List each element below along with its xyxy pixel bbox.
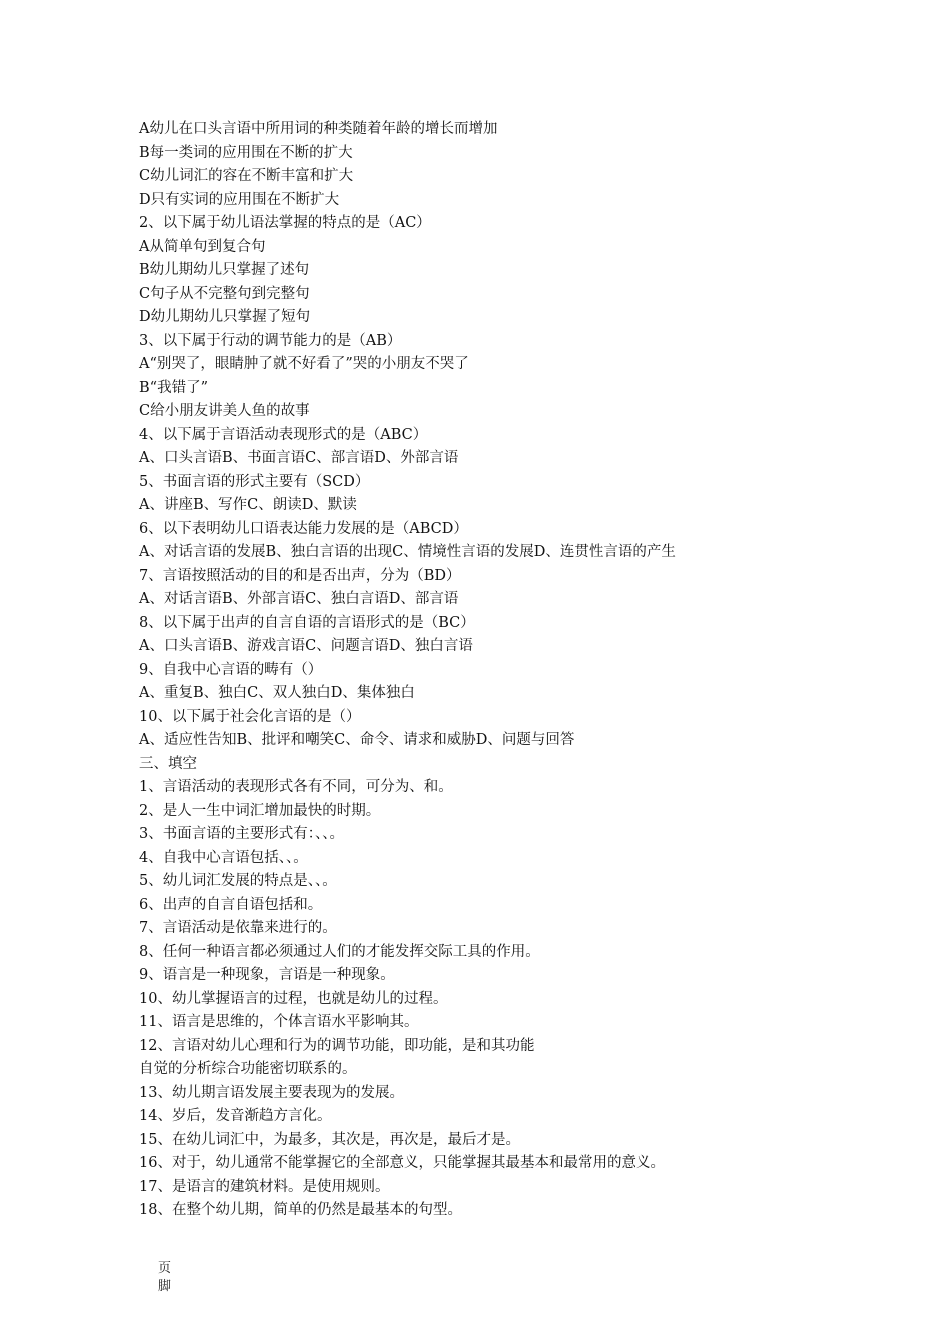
text-line: A、口头言语B、书面言语C、部言语D、外部言语 [139, 450, 459, 466]
text-line: A、对话言语的发展B、独白言语的出现C、情境性言语的发展D、连贯性言语的产生 [139, 544, 676, 560]
text-line: 7、言语活动是依靠来进行的。 [139, 920, 337, 936]
text-line: 4、自我中心言语包括、、。 [139, 849, 308, 866]
text-line: 17、是语言的建筑材料。是使用规则。 [139, 1178, 390, 1195]
text-line: 2、是人一生中词汇增加最快的时期。 [139, 802, 381, 819]
text-line: 11、语言是思维的，个体言语水平影响其。 [139, 1014, 419, 1030]
text-line: 14、岁后，发音渐趋方言化。 [139, 1108, 332, 1124]
text-line: 15、在幼儿词汇中，为最多，其次是，再次是，最后才是。 [139, 1131, 520, 1148]
text-line: D只有实词的应用围在不断扩大 [139, 191, 340, 208]
text-line: A、重复B、独白C、双人独白D、集体独白 [139, 685, 415, 701]
text-line: 9、语言是一种现象，言语是一种现象。 [139, 967, 395, 983]
text-line: 8、以下属于出声的自言自语的言语形式的是（BC） [139, 614, 475, 631]
text-line: A、适应性告知B、批评和嘲笑C、命令、请求和威胁D、问题与回答 [139, 732, 575, 748]
text-line: 10、幼儿掌握语言的过程，也就是幼儿的过程。 [139, 990, 448, 1007]
text-line: 5、书面言语的形式主要有（SCD） [139, 473, 370, 490]
text-line: 2、以下属于幼儿语法掌握的特点的是（AC） [139, 215, 431, 231]
text-line: B“我错了” [139, 379, 208, 396]
document-body [139, 118, 919, 1223]
text-line: D幼儿期幼儿只掌握了短句 [139, 309, 311, 325]
text-line: A“别哭了，眼睛肿了就不好看了”哭的小朋友不哭了 [139, 356, 469, 372]
text-line: 1、言语活动的表现形式各有不同，可分为、和。 [139, 779, 453, 795]
text-line: 18、在整个幼儿期，简单的仍然是最基本的句型。 [139, 1202, 462, 1218]
text-line: 7、言语按照活动的目的和是否出声，分为（BD） [139, 567, 461, 584]
text-line: 3、以下属于行动的调节能力的是（AB） [139, 332, 402, 349]
text-line: C句子从不完整句到完整句 [139, 285, 310, 302]
text-line: C幼儿词汇的容在不断丰富和扩大 [139, 168, 354, 184]
text-line: 5、幼儿词汇发展的特点是、、。 [139, 873, 337, 889]
text-line: A、对话言语B、外部言语C、独白言语D、部言语 [139, 591, 459, 607]
text-line: 6、以下表明幼儿口语表达能力发展的是（ABCD） [139, 520, 468, 537]
text-line: A幼儿在口头言语中所用词的种类随着年龄的增长而增加 [139, 121, 498, 137]
text-line: A从简单句到复合句 [139, 238, 266, 255]
text-line: 10、以下属于社会化言语的是（） [139, 708, 361, 725]
text-line: 三、填空 [139, 755, 197, 772]
page-footer: 页脚 [158, 1261, 172, 1294]
text-line: C给小朋友讲美人鱼的故事 [139, 403, 310, 419]
text-line: 16、对于，幼儿通常不能掌握它的全部意义，只能掌握其最基本和最常用的意义。 [139, 1155, 665, 1171]
text-line: 12、言语对幼儿心理和行为的调节功能，即功能，是和其功能 [139, 1037, 535, 1054]
text-line: 3、书面言语的主要形式有：、、。 [139, 826, 344, 842]
text-line: 13、幼儿期言语发展主要表现为的发展。 [139, 1084, 404, 1101]
text-line: A、口头言语B、游戏言语C、问题言语D、独白言语 [139, 638, 473, 654]
text-line: 自觉的分析综合功能密切联系的。 [139, 1061, 357, 1077]
text-line: 4、以下属于言语活动表现形式的是（ABC） [139, 426, 428, 443]
text-line: 8、任何一种语言都必须通过人们的才能发挥交际工具的作用。 [139, 943, 540, 960]
text-line: 6、出声的自言自语包括和。 [139, 896, 323, 913]
text-line: A、讲座B、写作C、朗读D、默读 [139, 497, 357, 513]
text-line: B幼儿期幼儿只掌握了述句 [139, 262, 310, 278]
text-line: B每一类词的应用围在不断的扩大 [139, 144, 353, 161]
text-line: 9、自我中心言语的畴有（） [139, 661, 323, 678]
